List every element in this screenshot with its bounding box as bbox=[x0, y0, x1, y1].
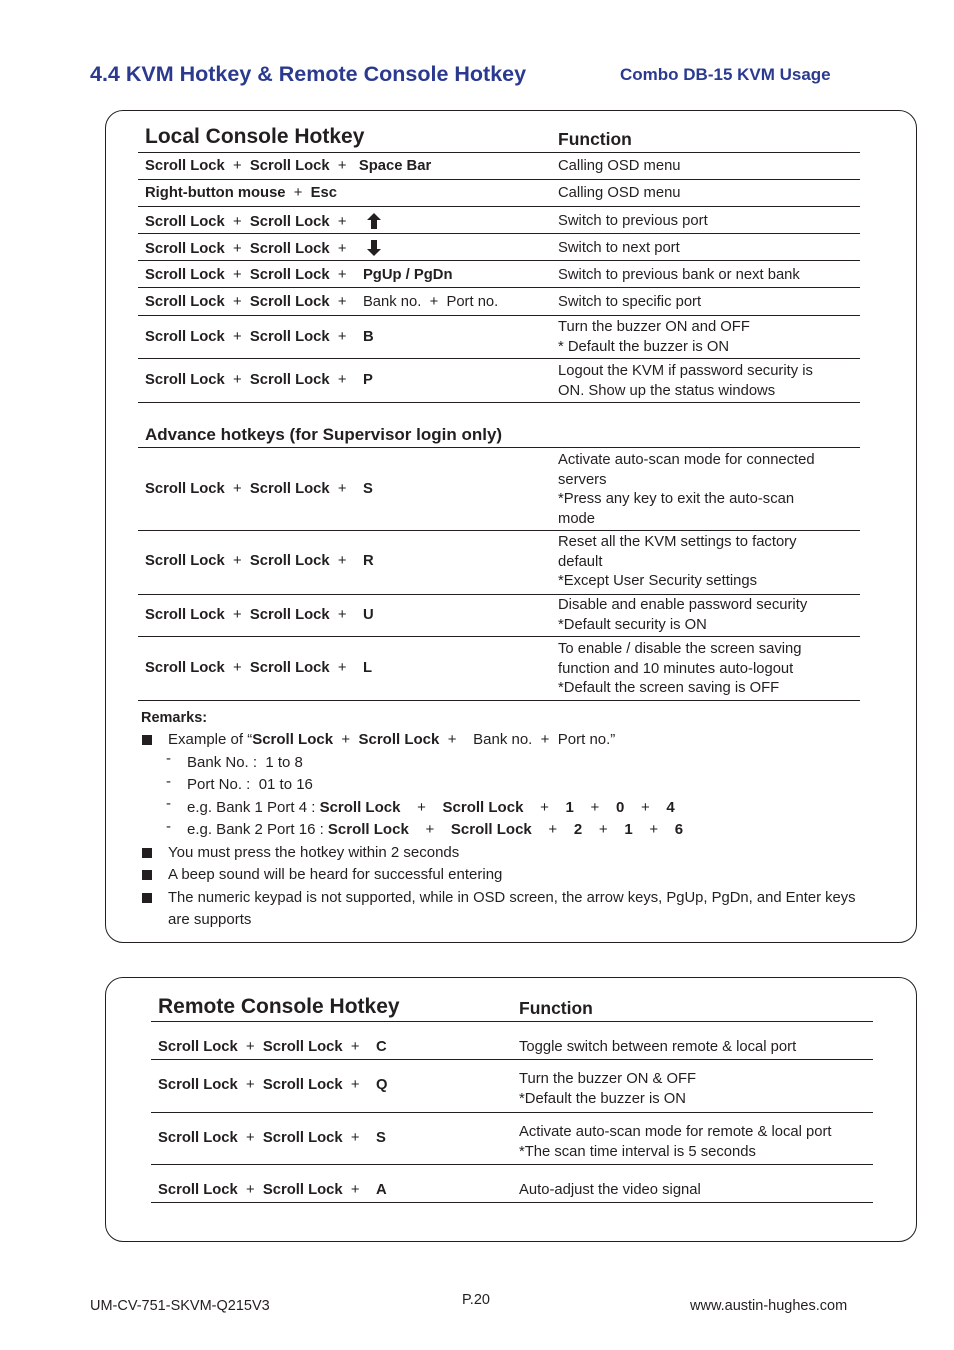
hotkey-combo: Scroll Lock + Scroll Lock + Bank no. + Port no. bbox=[145, 294, 499, 310]
remote-function-heading: Function bbox=[519, 998, 593, 1018]
hotkey-function: Activate auto-scan mode for connected servers *Press any key to exit the auto-scan mode bbox=[558, 452, 815, 527]
section-subtitle: Combo DB-15 KVM Usage bbox=[620, 65, 831, 84]
row-divider bbox=[138, 594, 860, 595]
hotkey-function: Turn the buzzer ON & OFF *Default the buzzer is ON bbox=[519, 1071, 697, 1107]
row-divider bbox=[138, 206, 860, 207]
row-divider bbox=[151, 1112, 873, 1113]
remark-bullet-continuation: are supports bbox=[168, 911, 252, 928]
row-divider bbox=[138, 700, 860, 701]
remote-console-heading: Remote Console Hotkey bbox=[158, 995, 400, 1018]
local-function-heading: Function bbox=[558, 129, 632, 149]
hotkey-function: Activate auto-scan mode for remote & local port *The scan time interval is 5 seconds bbox=[519, 1124, 832, 1160]
hotkey-combo: Scroll Lock + Scroll Lock + U bbox=[145, 607, 374, 623]
hotkey-function: To enable / disable the screen saving function and 10 minutes auto-logout *Default the screen saving is OFF bbox=[558, 641, 802, 696]
hotkey-function: Disable and enable password security *Default security is ON bbox=[558, 597, 808, 633]
hotkey-combo: Scroll Lock + Scroll Lock + Space Bar bbox=[145, 158, 432, 174]
remarks-title: Remarks: bbox=[141, 710, 208, 726]
row-divider bbox=[138, 260, 860, 261]
header-rule bbox=[138, 447, 860, 448]
row-divider bbox=[151, 1202, 873, 1203]
website-url: www.austin-hughes.com bbox=[690, 1298, 848, 1314]
hotkey-function: Logout the KVM if password security is ON. Show up the status windows bbox=[558, 363, 813, 399]
hotkey-combo: Scroll Lock + Scroll Lock + Q bbox=[158, 1077, 388, 1093]
row-divider bbox=[138, 402, 860, 403]
remark-sub-item: e.g. Bank 1 Port 4 : Scroll Lock + Scroll Lock + 1 + 0 + 4 bbox=[187, 799, 675, 816]
advance-hotkeys-heading: Advance hotkeys (for Supervisor login only) bbox=[145, 425, 503, 444]
hotkey-combo: Scroll Lock + Scroll Lock + bbox=[145, 240, 381, 257]
hotkey-function: Reset all the KVM settings to factory default *Except User Security settings bbox=[558, 534, 797, 589]
row-divider bbox=[138, 233, 860, 234]
row-divider bbox=[138, 530, 860, 531]
remark-bullet: A beep sound will be heard for successful entering bbox=[168, 866, 503, 883]
row-divider bbox=[138, 636, 860, 637]
remark-example: Example of “Scroll Lock + Scroll Lock + Bank no. + Port no.” bbox=[168, 731, 616, 748]
row-divider bbox=[138, 287, 860, 288]
document-id: UM-CV-751-SKVM-Q215V3 bbox=[90, 1298, 270, 1314]
hotkey-function: Toggle switch between remote & local port bbox=[519, 1039, 797, 1055]
hotkey-combo: Scroll Lock + Scroll Lock + S bbox=[145, 481, 373, 497]
row-divider bbox=[138, 315, 860, 316]
square-bullet-icon bbox=[142, 870, 152, 880]
hotkey-combo: Scroll Lock + Scroll Lock + A bbox=[158, 1182, 387, 1198]
dash-bullet-icon: - bbox=[166, 818, 171, 835]
row-divider bbox=[138, 179, 860, 180]
hotkey-function: Switch to previous bank or next bank bbox=[558, 267, 800, 283]
hotkey-function: Switch to previous port bbox=[558, 213, 708, 229]
square-bullet-icon bbox=[142, 893, 152, 903]
hotkey-combo: Scroll Lock + Scroll Lock + C bbox=[158, 1039, 387, 1055]
local-console-heading: Local Console Hotkey bbox=[145, 125, 365, 148]
remark-bullet: The numeric keypad is not supported, while in OSD screen, the arrow keys, PgUp, PgDn, and Enter keys bbox=[168, 890, 856, 906]
dash-bullet-icon: - bbox=[166, 795, 171, 812]
hotkey-combo: Scroll Lock + Scroll Lock + L bbox=[145, 660, 372, 676]
hotkey-combo: Right-button mouse + Esc bbox=[145, 185, 337, 201]
hotkey-function: Calling OSD menu bbox=[558, 158, 681, 174]
hotkey-combo: Scroll Lock + Scroll Lock + R bbox=[145, 553, 374, 569]
remark-sub-item: e.g. Bank 2 Port 16 : Scroll Lock + Scroll Lock + 2 + 1 + 6 bbox=[187, 821, 684, 838]
hotkey-function: Calling OSD menu bbox=[558, 185, 681, 201]
arrow-up-icon bbox=[367, 213, 381, 229]
hotkey-function: Auto-adjust the video signal bbox=[519, 1182, 701, 1198]
hotkey-combo: Scroll Lock + Scroll Lock + B bbox=[145, 329, 374, 345]
hotkey-combo: Scroll Lock + Scroll Lock + S bbox=[158, 1130, 386, 1146]
dash-bullet-icon: - bbox=[166, 773, 171, 790]
remark-sub-item: Bank No. : 1 to 8 bbox=[187, 754, 303, 771]
square-bullet-icon bbox=[142, 735, 152, 745]
remark-sub-item: Port No. : 01 to 16 bbox=[187, 776, 313, 793]
hotkey-combo: Scroll Lock + Scroll Lock + bbox=[145, 213, 381, 230]
arrow-down-icon bbox=[367, 240, 381, 256]
hotkey-function: Switch to specific port bbox=[558, 294, 702, 310]
header-rule bbox=[151, 1021, 873, 1022]
page-number: P.20 bbox=[462, 1292, 490, 1308]
row-divider bbox=[151, 1059, 873, 1060]
section-title: 4.4 KVM Hotkey & Remote Console Hotkey bbox=[90, 62, 527, 86]
dash-bullet-icon: - bbox=[166, 750, 171, 767]
hotkey-combo: Scroll Lock + Scroll Lock + P bbox=[145, 372, 373, 388]
row-divider bbox=[138, 358, 860, 359]
square-bullet-icon bbox=[142, 848, 152, 858]
hotkey-function: Turn the buzzer ON and OFF * Default the buzzer is ON bbox=[558, 319, 750, 355]
hotkey-combo: Scroll Lock + Scroll Lock + PgUp / PgDn bbox=[145, 267, 453, 283]
row-divider bbox=[151, 1164, 873, 1165]
hotkey-function: Switch to next port bbox=[558, 240, 680, 256]
remark-bullet: You must press the hotkey within 2 seconds bbox=[168, 844, 460, 861]
header-rule bbox=[138, 152, 860, 153]
